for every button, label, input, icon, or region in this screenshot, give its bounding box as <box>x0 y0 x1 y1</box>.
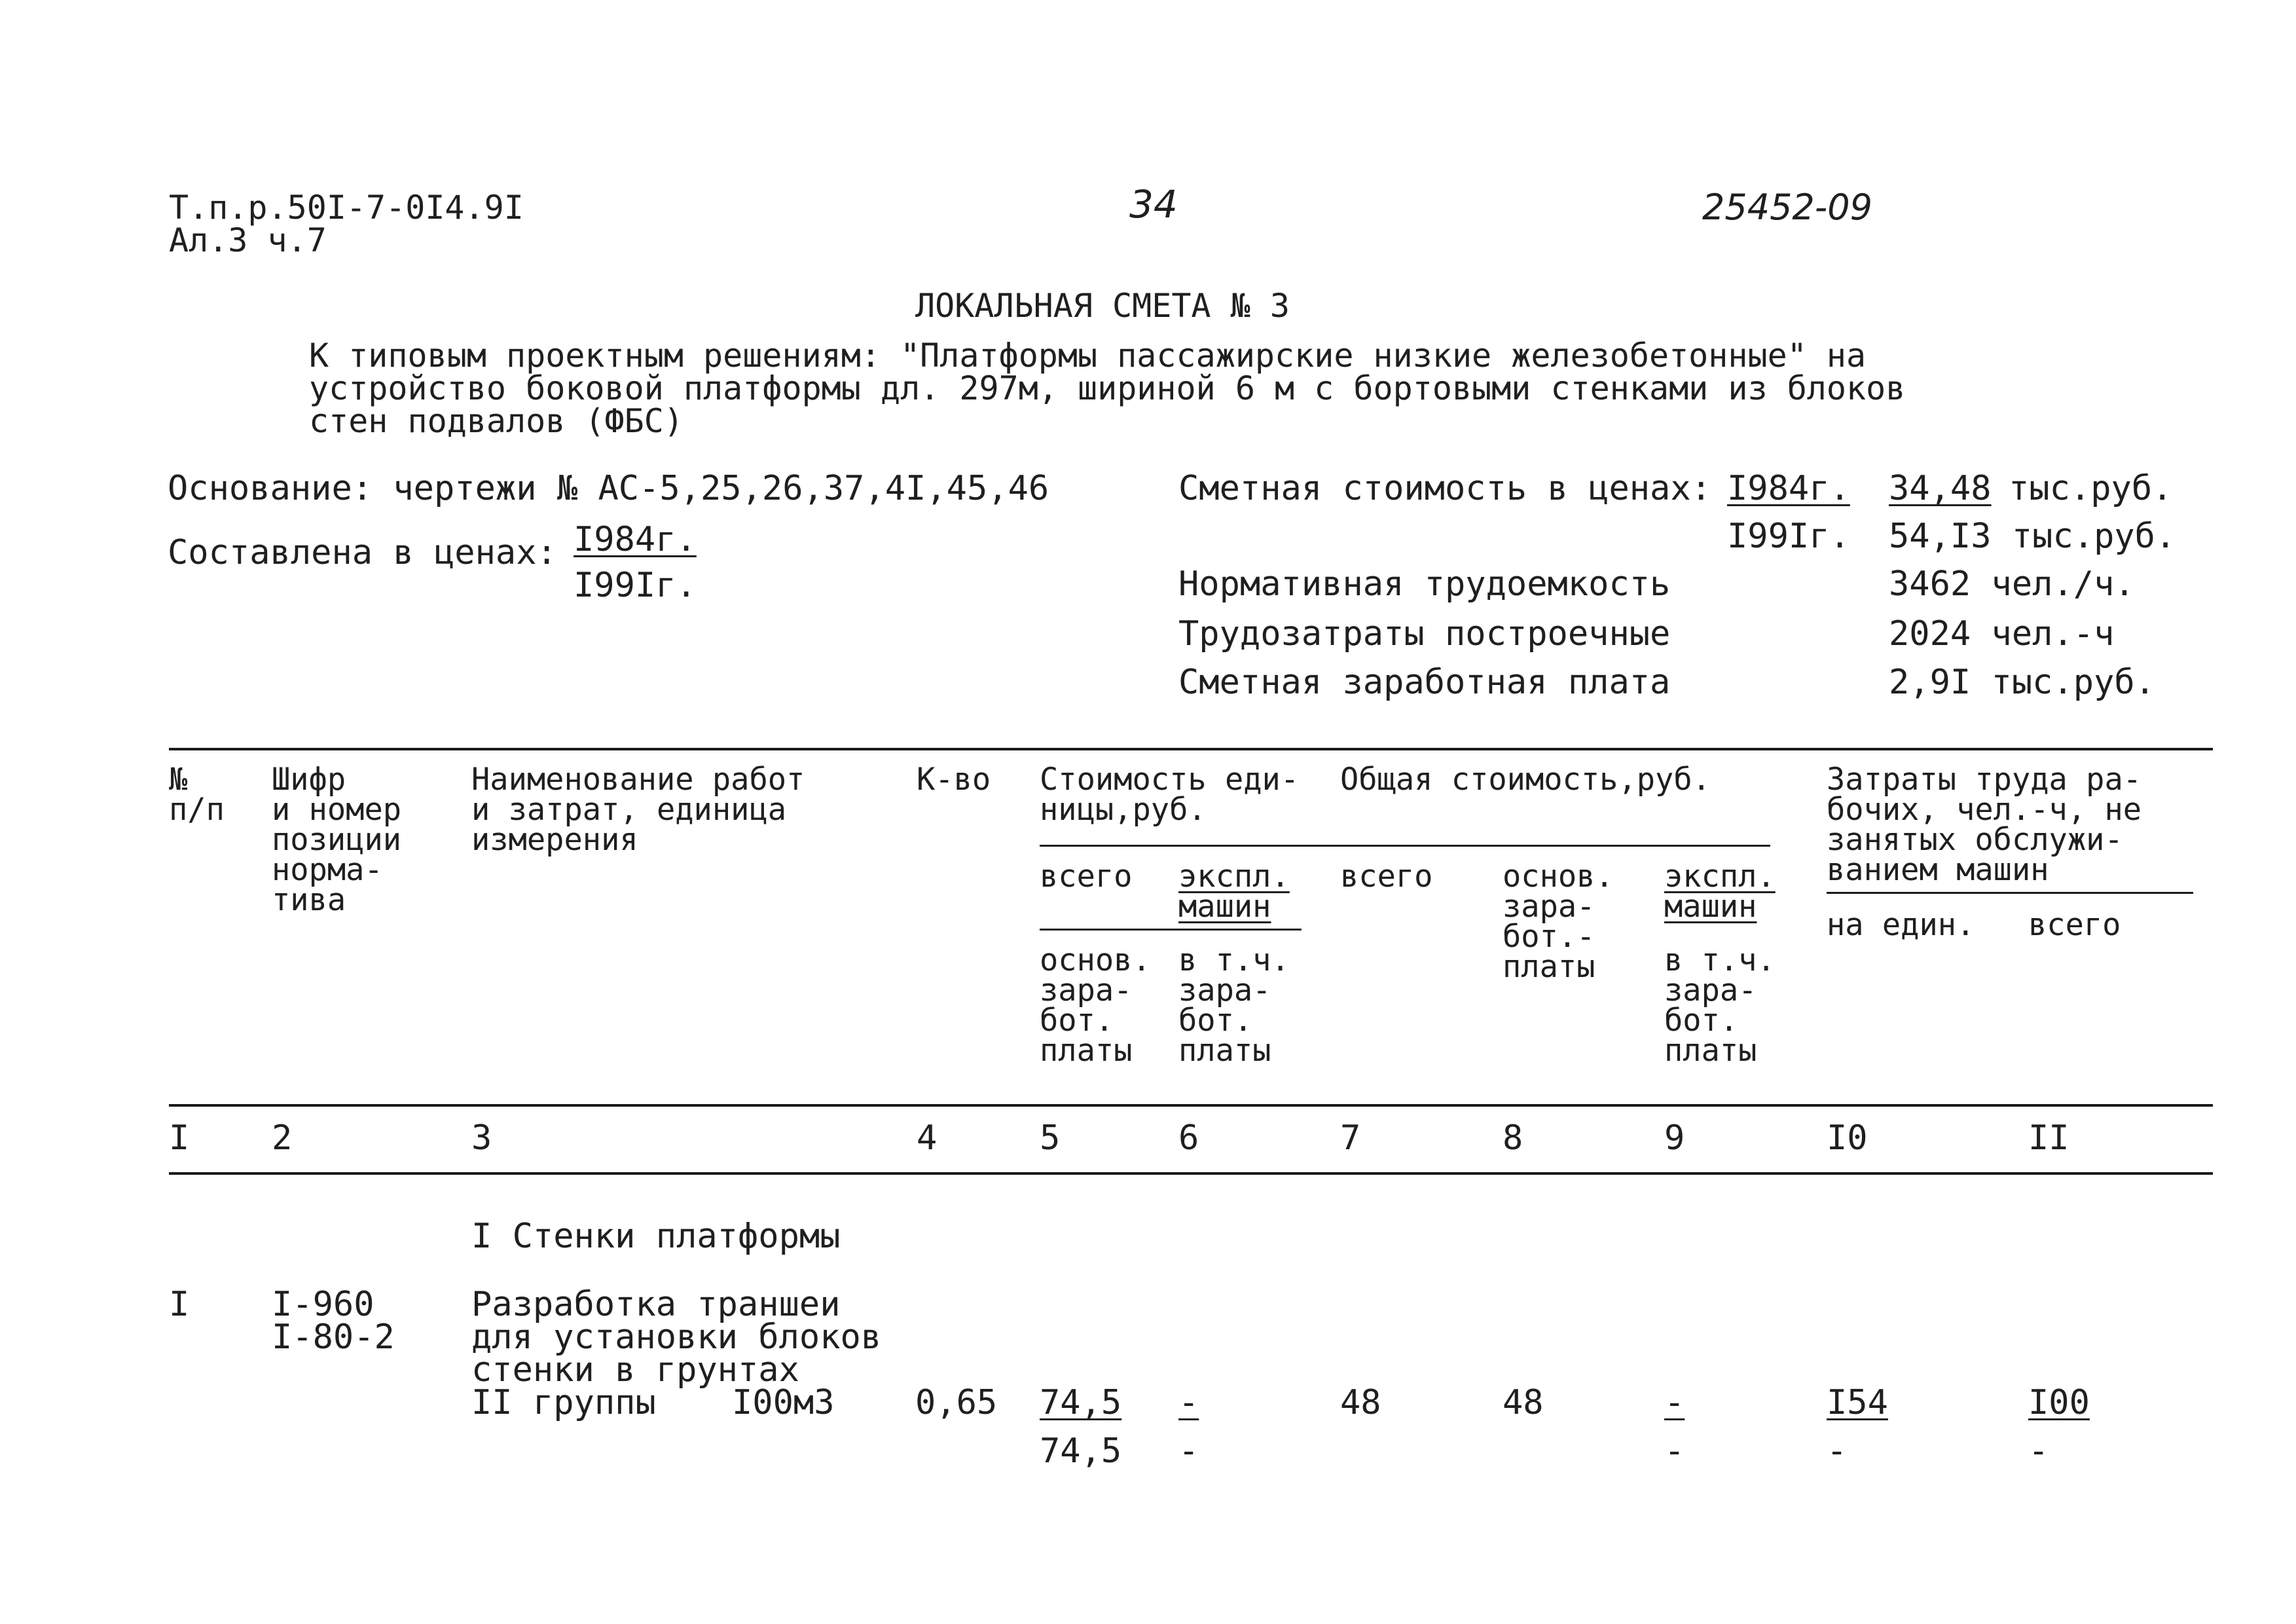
compiled-year-1991: I99Iг. <box>574 566 697 605</box>
description-line-3: стен подвалов (ФБС) <box>309 402 683 440</box>
cost-value-1991: 54,I3 тыс.руб. <box>1889 517 2176 556</box>
document-code: Т.п.р.50I-7-0I4.9I <box>169 189 524 227</box>
column-numbers-rule <box>169 1172 2213 1175</box>
column-number: 8 <box>1503 1118 1523 1158</box>
section-title: I Стенки платформы <box>471 1217 841 1256</box>
col-header-labor: Затраты труда ра- бочих, чел.-ч, не занятых обслужи- ванием машин <box>1827 762 2142 889</box>
col-header-unit-wage: основ. зара- бот. платы <box>1040 942 1151 1069</box>
description-line-1: К типовым проектным решениям: "Платформы пассажирские низкие железобетонные" на <box>309 337 1867 375</box>
column-number: 2 <box>272 1118 293 1158</box>
basis-text: Основание: чертежи № АС-5,25,26,37,4I,45,46 <box>168 469 1049 508</box>
row-total-machine-wage: - <box>1664 1431 1685 1471</box>
row-name-line-2: для установки блоков <box>471 1318 882 1357</box>
col-header-total-machine: экспл. машин <box>1664 858 1776 925</box>
col-header-labor-total: всего <box>2028 907 2121 943</box>
column-number: 7 <box>1340 1118 1361 1158</box>
row-unit-wage: 74,5 <box>1040 1431 1122 1471</box>
cost-year-1991: I99Iг. <box>1727 517 1850 556</box>
compiled-year-1984: I984г. <box>574 520 697 559</box>
cost-value-1984: 34,48 <box>1889 469 1992 508</box>
document-title: ЛОКАЛЬНАЯ СМЕТА № 3 <box>915 287 1290 325</box>
table-top-rule <box>169 748 2213 750</box>
wage-label: Сметная заработная плата <box>1178 663 1671 702</box>
cost-year-1984: I984г. <box>1727 469 1850 508</box>
column-number: I <box>169 1118 190 1158</box>
row-code-1: I-960 <box>272 1285 374 1324</box>
row-name-line-1: Разработка траншеи <box>471 1285 841 1324</box>
header-bottom-rule <box>169 1104 2213 1107</box>
row-code-2: I-80-2 <box>272 1318 395 1357</box>
row-labor-total: I00 <box>2028 1383 2090 1422</box>
col-header-number: № п/п <box>169 762 225 828</box>
col-header-unit-machine: экспл. машин <box>1178 858 1290 925</box>
row-total-machine: - <box>1664 1383 1685 1422</box>
col-header-total-total: всего <box>1340 858 1433 895</box>
row-total: 48 <box>1340 1383 1381 1422</box>
description-line-2: устройство боковой платформы дл. 297м, шириной 6 м с бортовыми стенками из блоков <box>309 369 1906 407</box>
row-total-wage: 48 <box>1503 1383 1544 1422</box>
col-header-total-wage: основ. зара- бот.- платы <box>1503 858 1614 986</box>
column-number: 6 <box>1178 1118 1199 1158</box>
cost-group-rule <box>1040 845 1770 847</box>
cost-unit-1984: тыс.руб. <box>2009 469 2173 508</box>
col-header-unit-machine-wage: в т.ч. зара- бот. платы <box>1178 942 1290 1069</box>
page-number: 34 <box>1129 182 1178 227</box>
col-header-code: Шифр и номер позиции норма- тива <box>272 762 402 919</box>
row-name-line-4: II группы <box>471 1383 656 1422</box>
col-header-unit-total: всего <box>1040 858 1133 895</box>
row-labor-per-unit-sub: - <box>1827 1431 1848 1471</box>
row-unit-total: 74,5 <box>1040 1383 1122 1422</box>
column-number: 3 <box>471 1118 492 1158</box>
row-unit-machine: - <box>1178 1383 1199 1422</box>
row-name-line-3: стенки в грунтах <box>471 1350 799 1390</box>
inventory-number: 25452-09 <box>1702 187 1872 228</box>
col-header-name: Наименование работ и затрат, единица измерения <box>471 762 805 858</box>
column-number: I0 <box>1827 1118 1868 1158</box>
labor-header-rule <box>1827 892 2193 894</box>
col-header-total-cost: Общая стоимость,руб. <box>1340 762 1711 798</box>
cost-label: Сметная стоимость в ценах: <box>1178 469 1711 508</box>
column-number: 4 <box>917 1118 938 1158</box>
col-header-qty: К-во <box>917 762 991 798</box>
row-labor-per-unit: I54 <box>1827 1383 1888 1422</box>
document-part: Ал.3 ч.7 <box>169 221 327 259</box>
column-number: 5 <box>1040 1118 1061 1158</box>
unit-cost-subrule <box>1040 929 1302 931</box>
col-header-labor-per-unit: на един. <box>1827 907 1975 943</box>
row-unit: I00м3 <box>732 1383 835 1422</box>
col-header-unit-cost: Стоимость еди- ницы,руб. <box>1040 762 1300 828</box>
row-labor-total-sub: - <box>2028 1431 2049 1471</box>
row-qty: 0,65 <box>915 1383 998 1422</box>
labor-actual-value: 2024 чел.-ч <box>1889 614 2115 654</box>
labor-norm-value: 3462 чел./ч. <box>1889 564 2135 604</box>
row-number: I <box>169 1285 190 1324</box>
labor-actual-label: Трудозатраты построечные <box>1178 614 1671 654</box>
compiled-label: Составлена в ценах: <box>168 533 557 572</box>
labor-norm-label: Нормативная трудоемкость <box>1178 564 1671 604</box>
column-number: II <box>2028 1118 2069 1158</box>
column-number: 9 <box>1664 1118 1685 1158</box>
row-unit-machine-wage: - <box>1178 1431 1199 1471</box>
col-header-total-machine-wage: в т.ч. зара- бот. платы <box>1664 942 1776 1069</box>
wage-value: 2,9I тыс.руб. <box>1889 663 2155 702</box>
